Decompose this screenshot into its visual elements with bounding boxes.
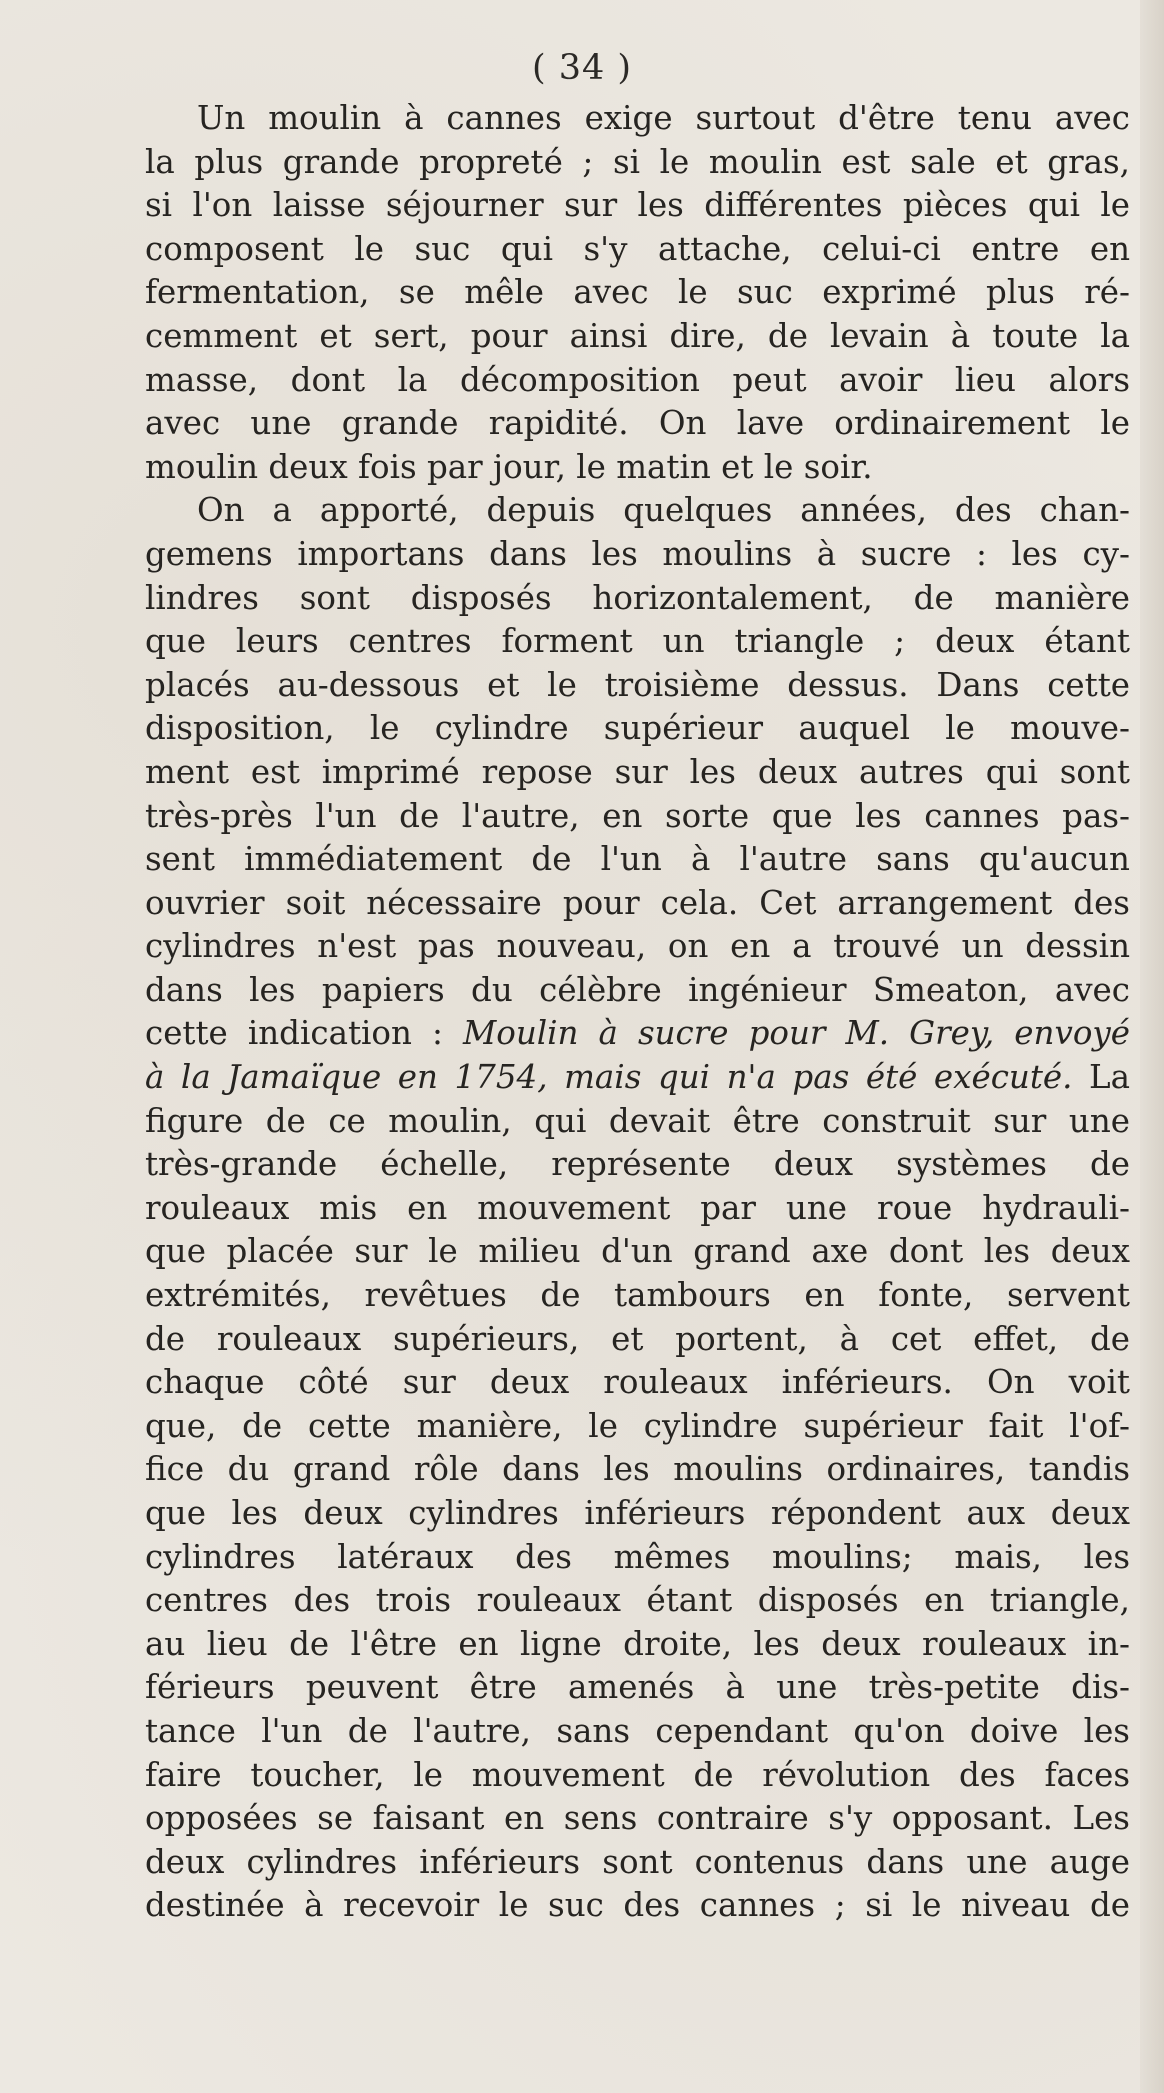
text-line: figure de ce moulin, qui devait être construit sur une: [145, 1101, 1130, 1140]
text-line: lindres sont disposés horizontalement, de manière: [145, 578, 1130, 617]
page-edge: [1140, 0, 1164, 2093]
text-line: composent le suc qui s'y attache, celui-ci entre en: [145, 229, 1130, 268]
text-line: ment est imprimé repose sur les deux autres qui sont: [145, 752, 1130, 791]
text-line: moulin deux fois par jour, le matin et le soir.: [145, 447, 873, 486]
text-segment: La: [1072, 1058, 1131, 1097]
text-line: fermentation, se mêle avec le suc exprimé plus ré-: [145, 273, 1130, 312]
text-line: centres des trois rouleaux étant disposés en triangle,: [145, 1581, 1130, 1620]
text-line: [145, 1056, 1130, 1100]
text-line: extrémités, revêtues de tambours en fonte, servent: [145, 1276, 1130, 1315]
text-line: On a apporté, depuis quelques années, des chan-: [197, 491, 1130, 530]
text-line: tance l'un de l'autre, sans cependant qu'on doive les: [145, 1711, 1130, 1750]
text-line: masse, dont la décomposition peut avoir lieu alors: [145, 360, 1130, 399]
text-line: sent immédiatement de l'un à l'autre sans qu'aucun: [145, 840, 1130, 879]
text-line: que placée sur le milieu d'un grand axe dont les deux: [145, 1232, 1130, 1271]
text-line: deux cylindres inférieurs sont contenus dans une auge: [145, 1842, 1130, 1881]
text-segment: cette indication :: [145, 1014, 463, 1053]
text-line: dans les papiers du célèbre ingénieur Smeaton, avec: [145, 970, 1130, 1009]
text-line: faire toucher, le mouvement de révolution des faces: [145, 1755, 1130, 1794]
text-line: fice du grand rôle dans les moulins ordinaires, tandis: [145, 1450, 1130, 1489]
text-line: très-près l'un de l'autre, en sorte que les cannes pas-: [145, 796, 1130, 835]
italic-quote: à la Jamaïque en 1754, mais qui n'a pas été exécuté.: [145, 1058, 1073, 1097]
text-line: que, de cette manière, le cylindre supérieur fait l'of-: [145, 1406, 1130, 1445]
text-line: gemens importans dans les moulins à sucre : les cy-: [145, 534, 1130, 573]
body-text: [145, 97, 1130, 1928]
italic-quote: Moulin à sucre pour M. Grey, envoyé: [462, 1014, 1130, 1053]
text-line: que les deux cylindres inférieurs répondent aux deux: [145, 1494, 1130, 1532]
text-line: chaque côté sur deux rouleaux inférieurs. On voit: [145, 1363, 1130, 1402]
text-line: Un moulin à cannes exige surtout d'être tenu avec: [197, 99, 1130, 137]
text-line: destinée à recevoir le suc des cannes ; si le niveau de: [145, 1886, 1130, 1925]
text-line: la plus grande propreté ; si le moulin est sale et gras,: [145, 142, 1130, 181]
text-line: férieurs peuvent être amenés à une très-petite dis-: [145, 1668, 1130, 1707]
text-line: cemment et sert, pour ainsi dire, de levain à toute la: [145, 316, 1130, 355]
text-line: que leurs centres forment un triangle ; deux étant: [145, 622, 1130, 661]
text-line: cylindres latéraux des mêmes moulins; mais, les: [145, 1537, 1130, 1576]
text-line: très-grande échelle, représente deux systèmes de: [145, 1145, 1130, 1184]
text-line: au lieu de l'être en ligne droite, les deux rouleaux in-: [145, 1624, 1130, 1663]
text-line: avec une grande rapidité. On lave ordinairement le: [145, 404, 1130, 443]
text-line: rouleaux mis en mouvement par une roue hydrauli-: [145, 1188, 1130, 1227]
text-line: de rouleaux supérieurs, et portent, à cet effet, de: [145, 1319, 1130, 1358]
text-line: ouvrier soit nécessaire pour cela. Cet arrangement des: [145, 883, 1130, 922]
page-number: ( 34 ): [531, 48, 633, 88]
text-line: [145, 1012, 1130, 1056]
text-line: cylindres n'est pas nouveau, on en a trouvé un dessin: [145, 927, 1130, 966]
text-line: opposées se faisant en sens contraire s'y opposant. Les: [145, 1799, 1130, 1838]
text-line: placés au-dessous et le troisième dessus. Dans cette: [145, 665, 1130, 704]
text-line: disposition, le cylindre supérieur auquel le mouve-: [145, 709, 1130, 748]
text-line: si l'on laisse séjourner sur les différentes pièces qui le: [145, 186, 1130, 225]
